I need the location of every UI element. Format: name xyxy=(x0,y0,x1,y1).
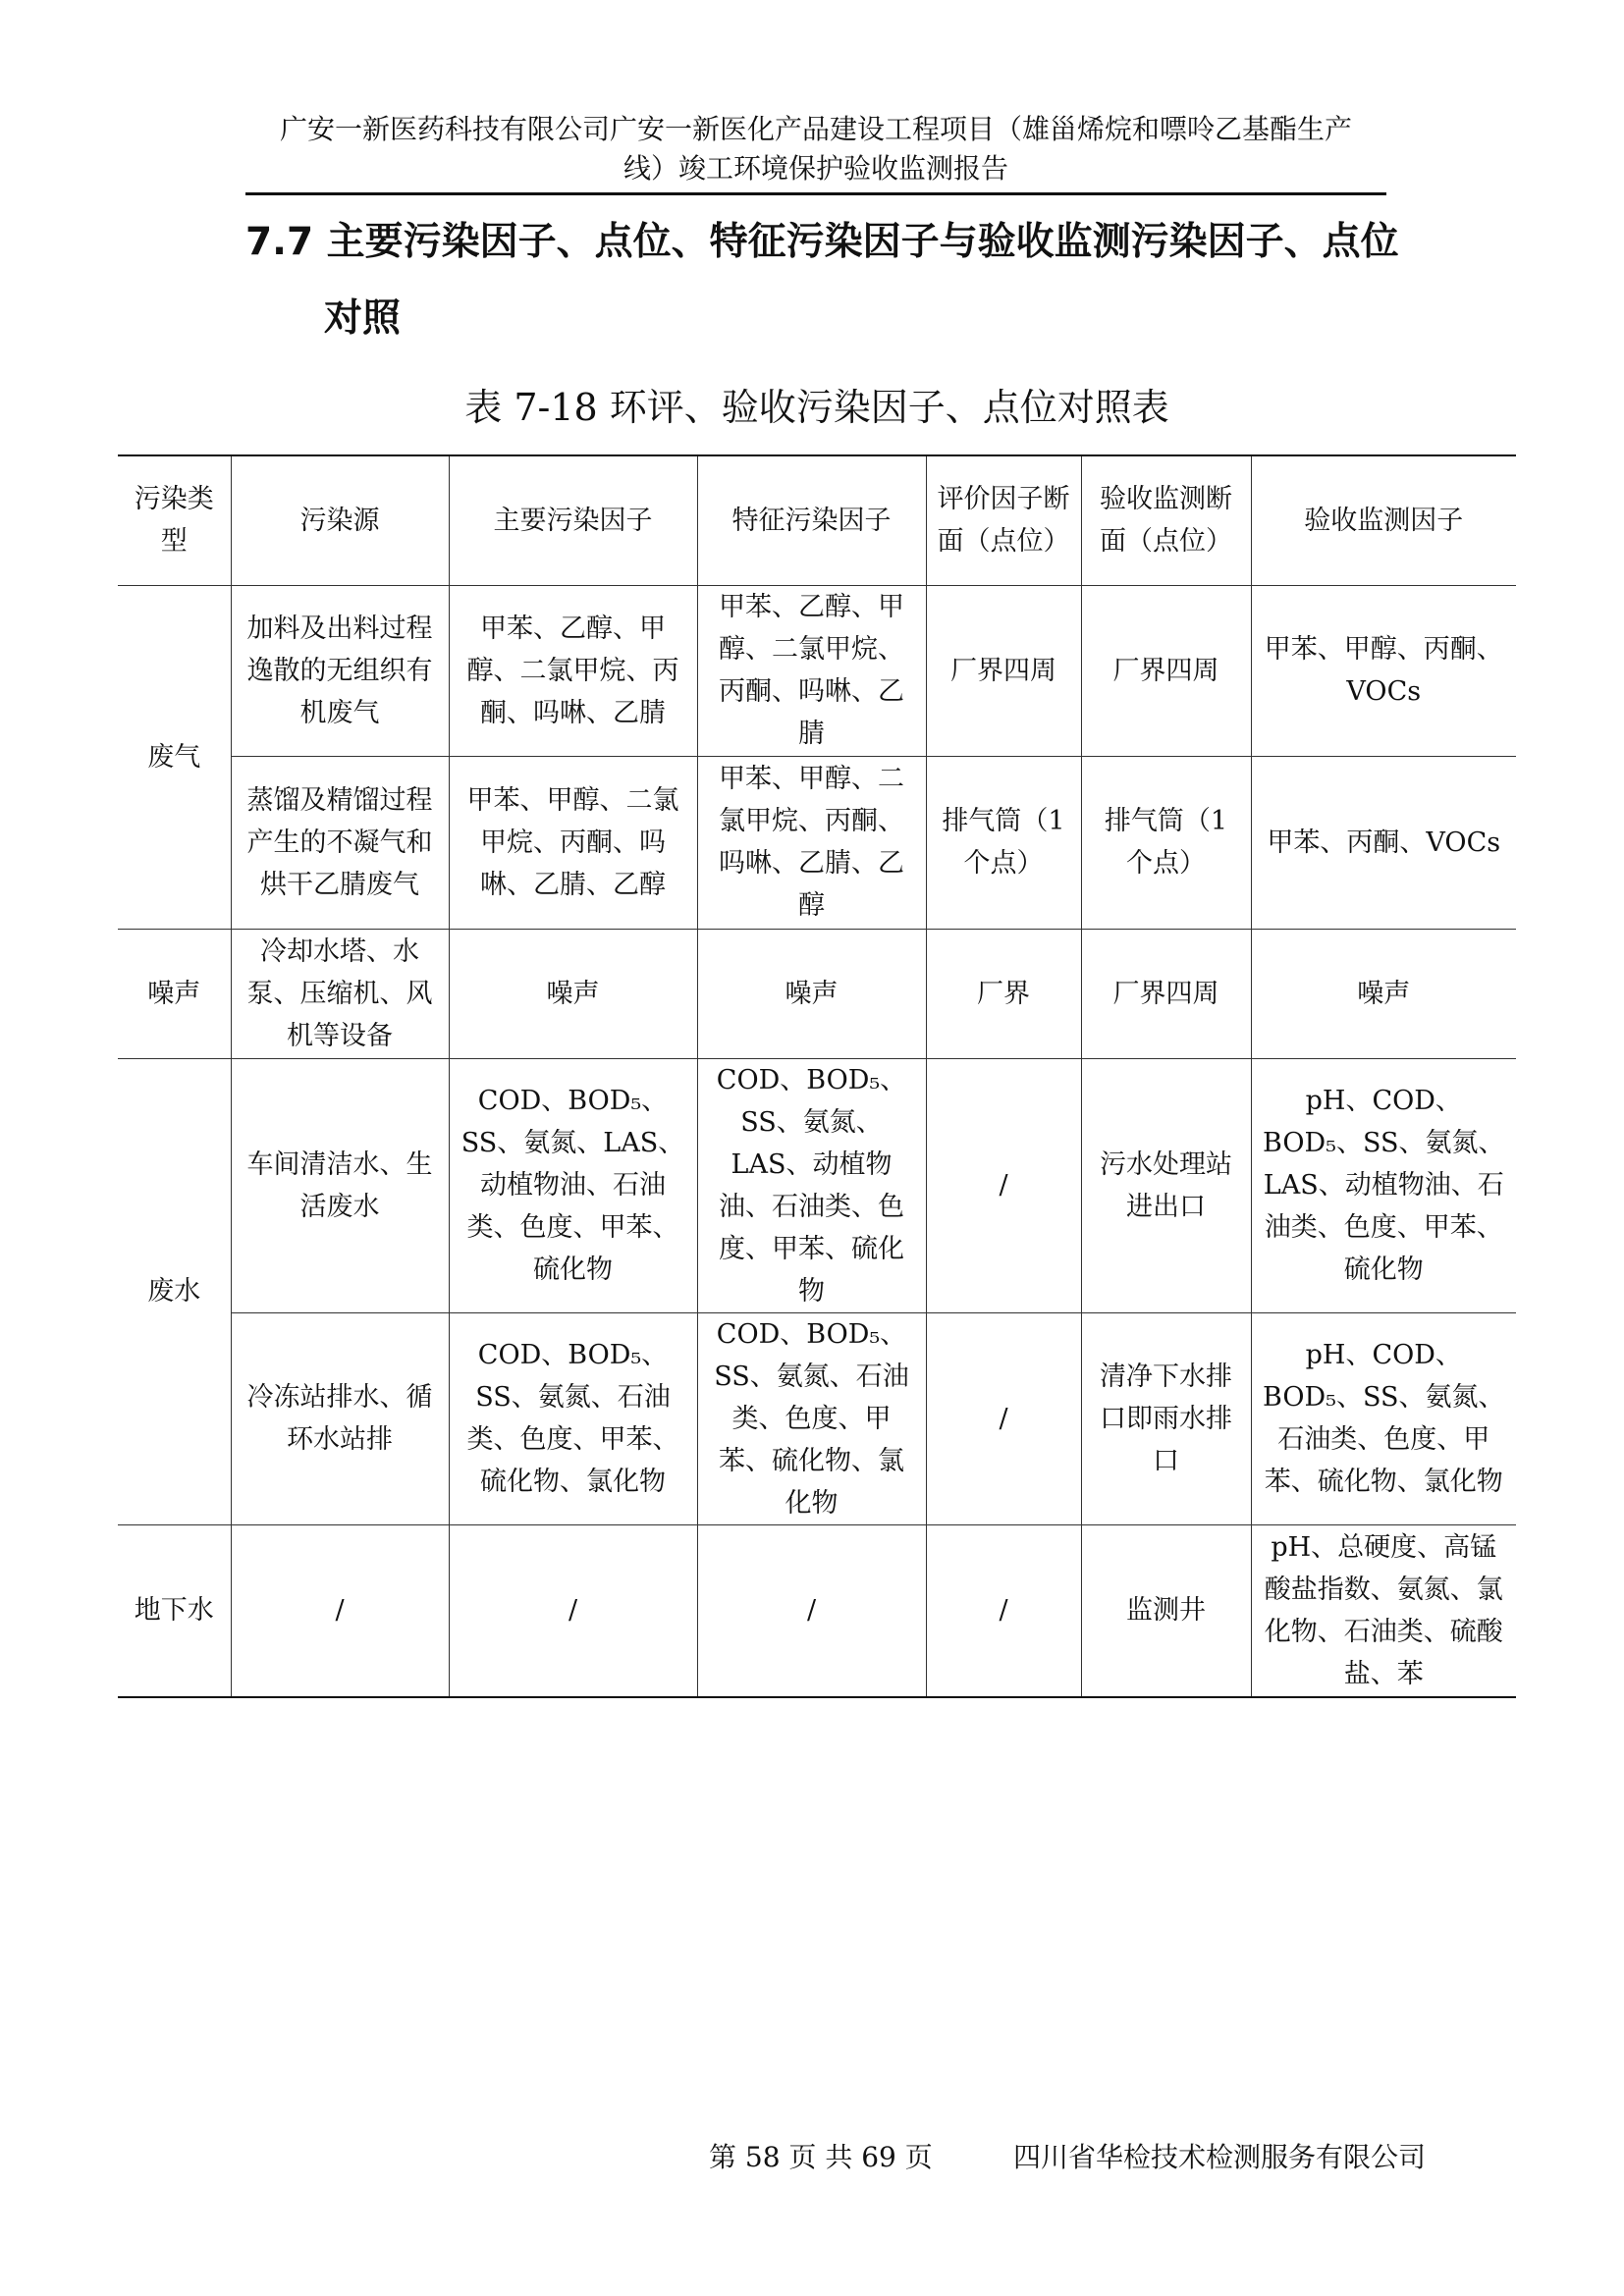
table-row xyxy=(118,929,1516,1058)
header-cell: 主要污染因子 xyxy=(449,455,697,585)
table-row xyxy=(118,1058,1516,1312)
header-cell: 验收监测断面（点位） xyxy=(1081,455,1251,585)
main-factor-cell: 甲苯、甲醇、二氯甲烷、丙酮、吗啉、乙腈、乙醇 xyxy=(449,756,697,929)
table-caption: 表 7-18 环评、验收污染因子、点位对照表 xyxy=(464,386,1169,429)
pollution-type-cell: 废气 xyxy=(118,585,231,929)
monitor-point-cell: 厂界四周 xyxy=(1081,585,1251,756)
monitor-factor-cell: 甲苯、甲醇、丙酮、VOCs xyxy=(1251,585,1516,756)
feature-factor-cell: 噪声 xyxy=(697,929,926,1058)
source-cell: / xyxy=(231,1524,449,1697)
page-number: 第 58 页 共 69 页 xyxy=(709,2141,933,2173)
footer-company: 四川省华检技术检测服务有限公司 xyxy=(1013,2141,1427,2173)
monitor-factor-cell: 甲苯、丙酮、VOCs xyxy=(1251,756,1516,929)
main-factor-cell: 噪声 xyxy=(449,929,697,1058)
source-cell: 加料及出料过程逸散的无组织有机废气 xyxy=(231,585,449,756)
table-row xyxy=(118,1312,1516,1524)
section-title xyxy=(245,204,1404,357)
source-cell: 冷冻站排水、循环水站排 xyxy=(231,1312,449,1524)
monitor-factor-cell: pH、COD、BOD₅、SS、氨氮、LAS、动植物油、石油类、色度、甲苯、硫化物 xyxy=(1251,1058,1516,1312)
monitor-point-cell: 清净下水排口即雨水排口 xyxy=(1081,1312,1251,1524)
header-line-1: 广安一新医药科技有限公司广安一新医化产品建设工程项目（雄甾烯烷和嘌呤乙基酯生产 xyxy=(279,113,1352,145)
header-line-2: 线）竣工环境保护验收监测报告 xyxy=(623,152,1008,185)
header-cell: 污染类型 xyxy=(118,455,231,585)
monitor-factor-cell: 噪声 xyxy=(1251,929,1516,1058)
pollution-type-cell: 废水 xyxy=(118,1058,231,1524)
header-cell: 特征污染因子 xyxy=(697,455,926,585)
header-cell: 污染源 xyxy=(231,455,449,585)
monitor-point-cell: 厂界四周 xyxy=(1081,929,1251,1058)
header-cell: 评价因子断面（点位） xyxy=(926,455,1081,585)
main-factor-cell: COD、BOD₅、SS、氨氮、LAS、动植物油、石油类、色度、甲苯、硫化物 xyxy=(449,1058,697,1312)
comparison-table xyxy=(118,454,1516,1698)
eval-point-cell: / xyxy=(926,1524,1081,1697)
source-cell: 车间清洁水、生活废水 xyxy=(231,1058,449,1312)
table-header-row xyxy=(118,455,1516,585)
monitor-point-cell: 监测井 xyxy=(1081,1524,1251,1697)
table-row xyxy=(118,585,1516,756)
pollution-type-cell: 噪声 xyxy=(118,929,231,1058)
eval-point-cell: 厂界四周 xyxy=(926,585,1081,756)
table-row xyxy=(118,756,1516,929)
monitor-point-cell: 排气筒（1个点） xyxy=(1081,756,1251,929)
eval-point-cell: / xyxy=(926,1312,1081,1524)
report-header xyxy=(245,110,1386,195)
header-cell: 验收监测因子 xyxy=(1251,455,1516,585)
section-title-line-2: 对照 xyxy=(324,296,402,341)
main-factor-cell: / xyxy=(449,1524,697,1697)
eval-point-cell: / xyxy=(926,1058,1081,1312)
main-factor-cell: 甲苯、乙醇、甲醇、二氯甲烷、丙酮、吗啉、乙腈 xyxy=(449,585,697,756)
feature-factor-cell: 甲苯、甲醇、二氯甲烷、丙酮、吗啉、乙腈、乙醇 xyxy=(697,756,926,929)
source-cell: 蒸馏及精馏过程产生的不凝气和烘干乙腈废气 xyxy=(231,756,449,929)
main-factor-cell: COD、BOD₅、SS、氨氮、石油类、色度、甲苯、硫化物、氯化物 xyxy=(449,1312,697,1524)
table-row xyxy=(118,1524,1516,1697)
monitor-factor-cell: pH、COD、BOD₅、SS、氨氮、石油类、色度、甲苯、硫化物、氯化物 xyxy=(1251,1312,1516,1524)
eval-point-cell: 厂界 xyxy=(926,929,1081,1058)
pollution-type-cell: 地下水 xyxy=(118,1524,231,1697)
section-title-line-1: 7.7 主要污染因子、点位、特征污染因子与验收监测污染因子、点位 xyxy=(245,220,1399,264)
eval-point-cell: 排气筒（1个点） xyxy=(926,756,1081,929)
feature-factor-cell: COD、BOD₅、SS、氨氮、石油类、色度、甲苯、硫化物、氯化物 xyxy=(697,1312,926,1524)
feature-factor-cell: 甲苯、乙醇、甲醇、二氯甲烷、丙酮、吗啉、乙腈 xyxy=(697,585,926,756)
feature-factor-cell: COD、BOD₅、SS、氨氮、LAS、动植物油、石油类、色度、甲苯、硫化物 xyxy=(697,1058,926,1312)
source-cell: 冷却水塔、水泵、压缩机、风机等设备 xyxy=(231,929,449,1058)
monitor-point-cell: 污水处理站进出口 xyxy=(1081,1058,1251,1312)
monitor-factor-cell: pH、总硬度、高锰酸盐指数、氨氮、氯化物、石油类、硫酸盐、苯 xyxy=(1251,1524,1516,1697)
feature-factor-cell: / xyxy=(697,1524,926,1697)
